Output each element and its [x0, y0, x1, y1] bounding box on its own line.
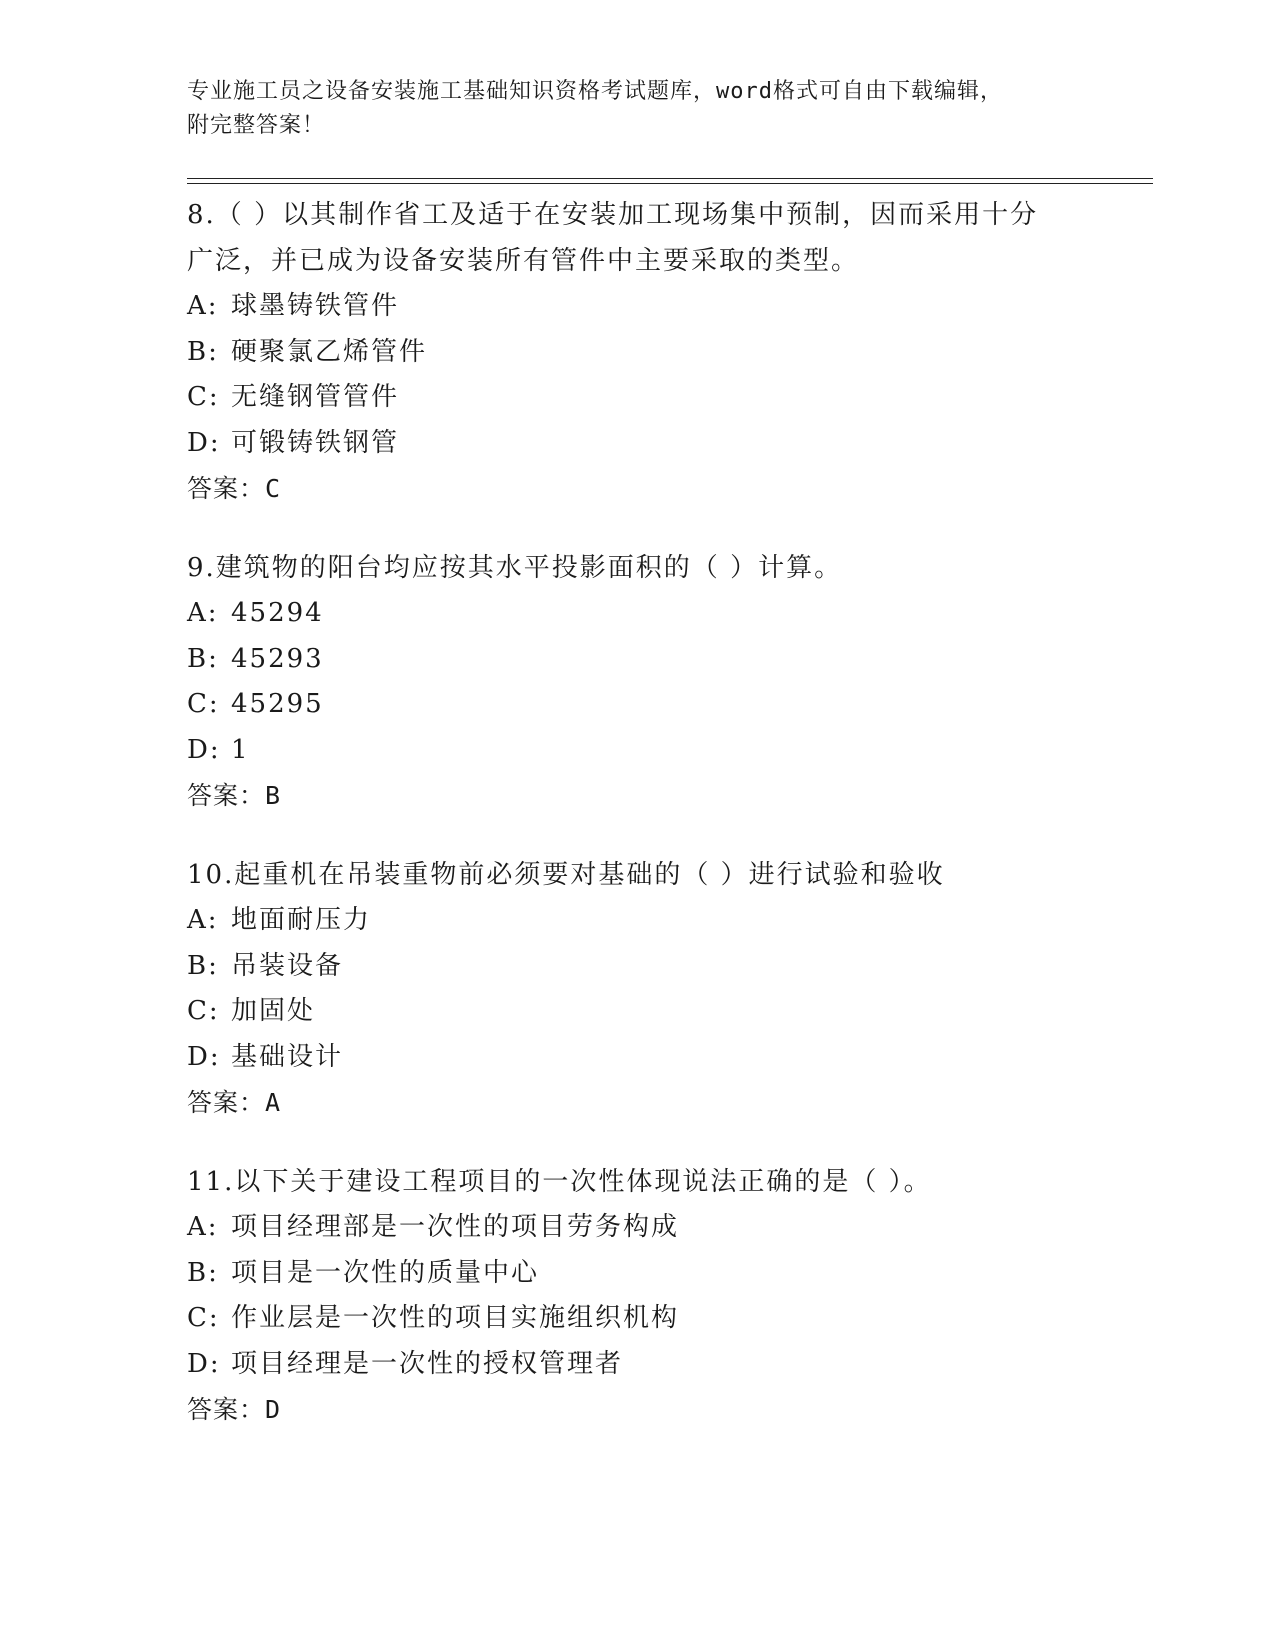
option-label: C:: [187, 1303, 220, 1333]
answer-option: [187, 944, 1153, 990]
question-block: [187, 546, 1153, 819]
header-line-2: 附完整答案！: [187, 113, 326, 138]
option-text: 45294: [231, 598, 324, 628]
option-label: A:: [187, 291, 219, 321]
option-text: 项目是一次性的质量中心: [231, 1257, 540, 1288]
option-text: 作业层是一次性的项目实施组织机构: [231, 1303, 680, 1333]
answer-option: [187, 728, 1153, 774]
header-line-1: 专业施工员之设备安装施工基础知识资格考试题库，word格式可自由下载编辑，: [187, 79, 1003, 104]
answer-key: 答案：B: [187, 781, 282, 810]
answer-key: 答案：D: [187, 1395, 282, 1424]
option-label: A:: [187, 1212, 219, 1242]
answer-option: [187, 591, 1153, 637]
option-text: 无缝钢管管件: [231, 382, 400, 412]
option-label: B:: [187, 950, 219, 981]
answer-key: 答案：C: [187, 474, 282, 503]
option-text: 45293: [231, 643, 324, 674]
option-text: 1: [231, 734, 250, 765]
question-stem: 9.建筑物的阳台均应按其水平投影面积的（ ）计算。: [187, 552, 843, 583]
option-label: B:: [187, 643, 219, 674]
option-text: 吊装设备: [231, 950, 344, 981]
option-label: A:: [187, 905, 219, 935]
option-label: D:: [187, 734, 221, 765]
question-stem: 10.起重机在吊装重物前必须要对基础的（ ）进行试验和验收: [187, 859, 945, 890]
answer-option: [187, 1205, 1153, 1251]
option-text: 硬聚氯乙烯管件: [231, 336, 428, 367]
option-label: C:: [187, 382, 220, 412]
answer-option: [187, 375, 1153, 421]
answer-key: 答案：A: [187, 1088, 282, 1117]
question-block: [187, 853, 1153, 1126]
option-text: 45295: [231, 689, 324, 719]
question-block: [187, 193, 1153, 512]
option-label: A:: [187, 598, 219, 628]
header-divider-bottom: [187, 183, 1153, 184]
option-text: 地面耐压力: [231, 905, 372, 935]
option-label: B:: [187, 336, 219, 367]
option-label: C:: [187, 996, 220, 1026]
answer-option: [187, 1342, 1153, 1388]
document-header: [187, 75, 1087, 143]
answer-option: [187, 330, 1153, 376]
question-list: [187, 193, 1153, 1467]
option-text: 加固处: [231, 996, 316, 1026]
option-text: 可锻铸铁钢管: [231, 427, 400, 458]
answer-option: [187, 898, 1153, 944]
option-text: 球墨铸铁管件: [231, 291, 400, 321]
option-label: D:: [187, 1041, 221, 1072]
answer-option: [187, 637, 1153, 683]
question-stem: 8.（ ）以其制作省工及适于在安装加工现场集中预制，因而采用十分: [187, 200, 1039, 230]
option-text: 基础设计: [231, 1041, 344, 1072]
question-stem: 11.以下关于建设工程项目的一次性体现说法正确的是（ ）。: [187, 1166, 932, 1197]
option-text: 项目经理部是一次性的项目劳务构成: [231, 1212, 680, 1242]
answer-option: [187, 421, 1153, 467]
answer-option: [187, 1035, 1153, 1081]
option-label: D:: [187, 1348, 221, 1379]
answer-option: [187, 284, 1153, 330]
answer-option: [187, 1251, 1153, 1297]
option-label: D:: [187, 427, 221, 458]
header-divider-top: [187, 178, 1153, 179]
answer-option: [187, 682, 1153, 728]
option-label: C:: [187, 689, 220, 719]
answer-option: [187, 989, 1153, 1035]
option-text: 项目经理是一次性的授权管理者: [231, 1348, 624, 1379]
option-label: B:: [187, 1257, 219, 1288]
question-block: [187, 1160, 1153, 1433]
question-stem: 广泛，并已成为设备安装所有管件中主要采取的类型。: [187, 245, 860, 276]
answer-option: [187, 1296, 1153, 1342]
